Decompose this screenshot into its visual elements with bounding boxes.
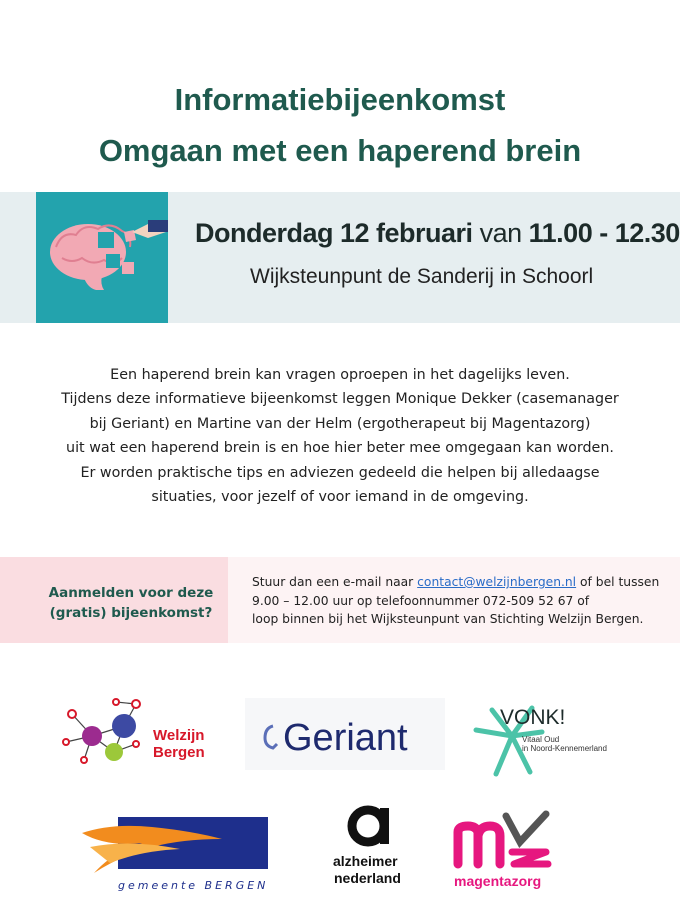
description-line: Tijdens deze informatieve bijeenkomst leggen Monique Dekker (casemanager	[61, 391, 619, 408]
welzijn-logo-word2: Bergen	[153, 744, 205, 761]
welzijn-logo-word1: Welzijn	[153, 727, 205, 744]
gemeente-bergen-logo	[80, 815, 270, 895]
event-weekday-date: Donderdag 12 februari	[195, 218, 473, 248]
description-line: situaties, voor jezelf of voor iemand in de omgeving.	[151, 489, 529, 506]
description-line: uit wat een haperend brein is en hoe hier beter mee omgegaan kan worden.	[66, 440, 614, 457]
registration-line: loop binnen bij het Wijksteunpunt van Stichting Welzijn Bergen.	[252, 612, 644, 627]
description-line: Er worden praktische tips en adviezen gedeeld die helpen bij alledaagse	[80, 464, 600, 481]
vonk-logo	[472, 700, 632, 780]
registration-line: 9.00 – 12.00 uur op telefoonnummer 072-509 52 67 of	[252, 593, 590, 608]
vonk-logo-name: VONK!	[500, 706, 566, 729]
event-location: Wijksteunpunt de Sanderij in Schoorl	[250, 265, 594, 288]
vonk-logo-tagline1: Vitaal Oud	[522, 735, 560, 744]
description	[0, 363, 680, 509]
alzheimer-nederland-logo	[330, 803, 415, 889]
event-date	[195, 218, 680, 249]
vonk-logo-tagline2: in Noord-Kennemerland	[522, 744, 607, 753]
registration-text-part: of bel tussen	[580, 575, 660, 589]
registration-question-line: (gratis) bijeenkomst?	[49, 605, 213, 621]
page-subtitle: Omgaan met een haperend brein	[98, 133, 582, 168]
registration-line	[252, 573, 659, 592]
description-line: Een haperend brein kan vragen oproepen in het dagelijks leven.	[110, 367, 570, 383]
alz-logo-word2: nederland	[334, 870, 401, 886]
description-line: bij Geriant) en Martine van der Helm (ergotherapeut bij Magentazorg)	[89, 415, 591, 432]
event-time: 11.00 - 12.30	[528, 218, 680, 248]
registration-text	[252, 573, 659, 629]
event-van: van	[479, 218, 522, 248]
geriant-logo	[245, 698, 445, 770]
brain-puzzle-image	[36, 192, 168, 323]
magentazorg-logo	[450, 808, 560, 890]
page-title: Informatiebijeenkomst	[174, 82, 506, 117]
geriant-logo-text: Geriant	[283, 717, 408, 759]
email-link[interactable]: contact@welzijnbergen.nl	[417, 575, 577, 589]
welzijn-bergen-logo	[56, 696, 224, 770]
registration-text-part: Stuur dan een e-mail naar	[252, 575, 414, 589]
bergen-logo-text: gemeente BERGEN	[118, 879, 269, 892]
alz-logo-word1: alzheimer	[333, 853, 398, 869]
registration-question-line: Aanmelden voor deze	[48, 585, 214, 601]
magentazorg-logo-text: magentazorg	[454, 873, 542, 889]
registration-question	[46, 583, 216, 623]
